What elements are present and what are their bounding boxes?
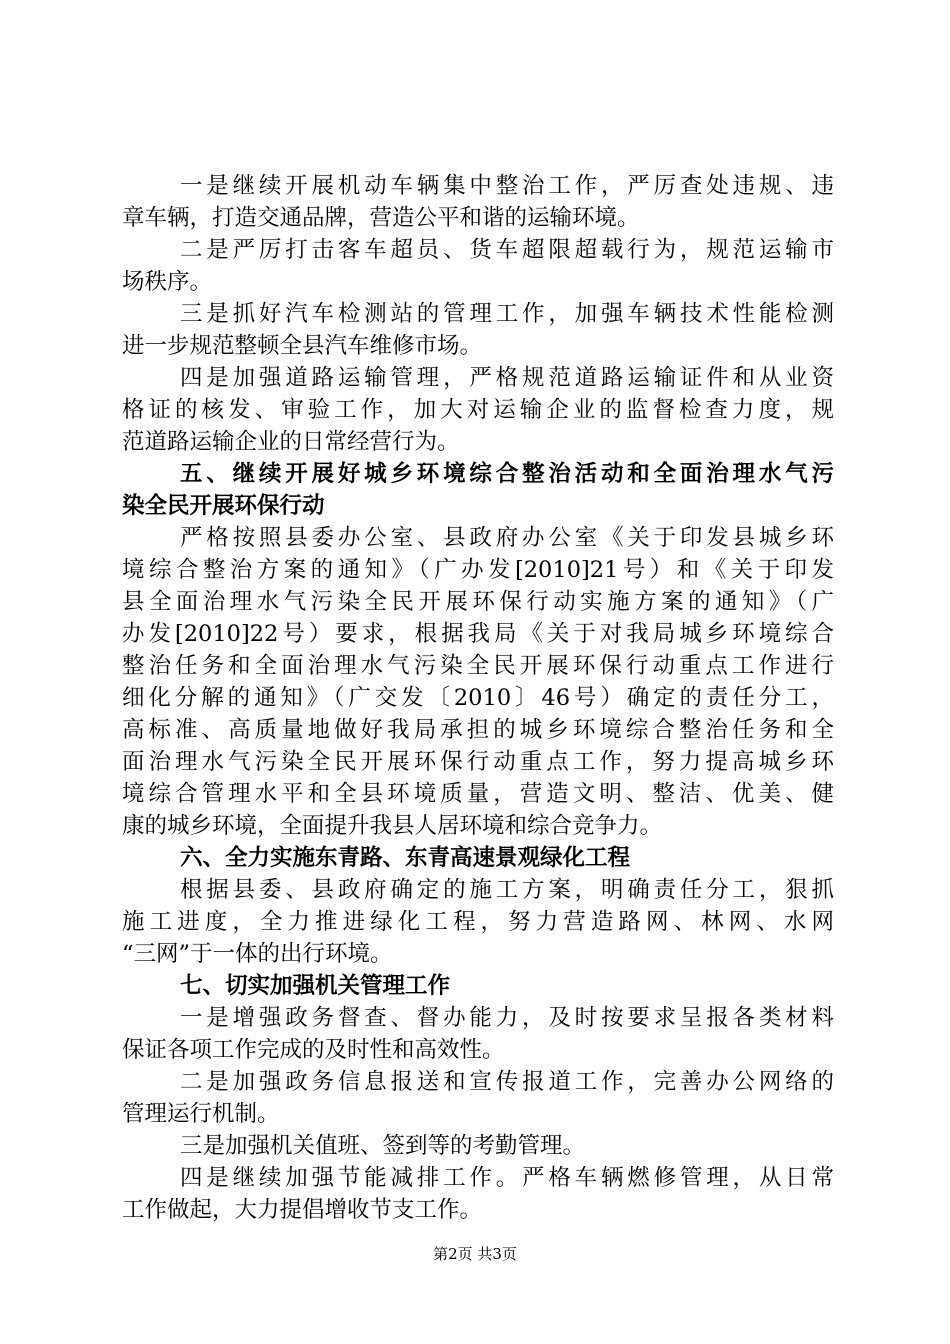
paragraph-line: 面治理水气污染全民开展环保行动重点工作，努力提高城乡环	[122, 749, 834, 775]
paragraph-line: 根据县委、县政府确定的施工方案，明确责任分工，狠抓	[180, 877, 834, 903]
paragraph-line: 一是继续开展机动车辆集中整治工作，严厉查处违规、违	[180, 173, 834, 199]
paragraph-line: 二是加强政务信息报送和宣传报道工作，完善办公网络的	[180, 1069, 834, 1095]
paragraph-line: 境综合整治方案的通知》（广办发[2010]21号）和《关于印发	[122, 557, 834, 583]
section-heading: 七、切实加强机关管理工作	[180, 973, 451, 999]
paragraph-line: 一是增强政务督查、督办能力，及时按要求呈报各类材料	[180, 1005, 834, 1031]
section-heading: 六、全力实施东青路、东青高速景观绿化工程	[180, 845, 631, 871]
paragraph-line: 整治任务和全面治理水气污染全民开展环保行动重点工作进行	[122, 653, 834, 679]
paragraph-line: 县全面治理水气污染全民开展环保行动实施方案的通知》（广	[122, 589, 834, 615]
paragraph-line: 康的城乡环境，全面提升我县人居环境和综合竞争力。	[122, 813, 663, 839]
section-heading: 染全民开展环保行动	[122, 493, 325, 519]
paragraph-line: 保证各项工作完成的及时性和高效性。	[122, 1037, 505, 1063]
paragraph-line: 四是加强道路运输管理，严格规范道路运输证件和从业资	[180, 365, 834, 391]
document-body	[122, 170, 834, 1226]
paragraph-line: 四是继续加强节能减排工作。严格车辆燃修管理，从日常	[180, 1165, 834, 1191]
paragraph-line: 场秩序。	[122, 269, 213, 295]
paragraph-line: 二是严厉打击客车超员、货车超限超载行为，规范运输市	[180, 237, 834, 263]
page-number-footer: 第2页 共3页	[433, 1245, 517, 1263]
paragraph-line: 三是抓好汽车检测站的管理工作，加强车辆技术性能检测	[180, 301, 834, 327]
paragraph-line: 章车辆，打造交通品牌，营造公平和谐的运输环境。	[122, 205, 640, 231]
paragraph-line: 格证的核发、审验工作，加大对运输企业的监督检查力度，规	[122, 397, 834, 423]
section-heading: 五、继续开展好城乡环境综合整治活动和全面治理水气污	[180, 461, 834, 487]
paragraph-line: 范道路运输企业的日常经营行为。	[122, 429, 460, 455]
paragraph-line: 境综合管理水平和全县环境质量，营造文明、整洁、优美、健	[122, 781, 834, 807]
paragraph-line: 办发[2010]22号）要求，根据我局《关于对我局城乡环境综合	[122, 621, 834, 647]
paragraph-line: 严格按照县委办公室、县政府办公室《关于印发县城乡环	[180, 525, 834, 551]
paragraph-line: 施工进度，全力推进绿化工程，努力营造路网、林网、水网	[122, 909, 834, 935]
paragraph-line: 高标准、高质量地做好我局承担的城乡环境综合整治任务和全	[122, 717, 834, 743]
paragraph-line: 管理运行机制。	[122, 1101, 280, 1127]
paragraph-line: “三网”于一体的出行环境。	[122, 941, 393, 967]
paragraph-line: 三是加强机关值班、签到等的考勤管理。	[180, 1133, 586, 1159]
paragraph-line: 细化分解的通知》（广交发〔2010〕46号）确定的责任分工，	[122, 685, 834, 711]
paragraph-line: 进一步规范整顿全县汽车维修市场。	[122, 333, 483, 359]
paragraph-line: 工作做起，大力提倡增收节支工作。	[122, 1197, 483, 1223]
